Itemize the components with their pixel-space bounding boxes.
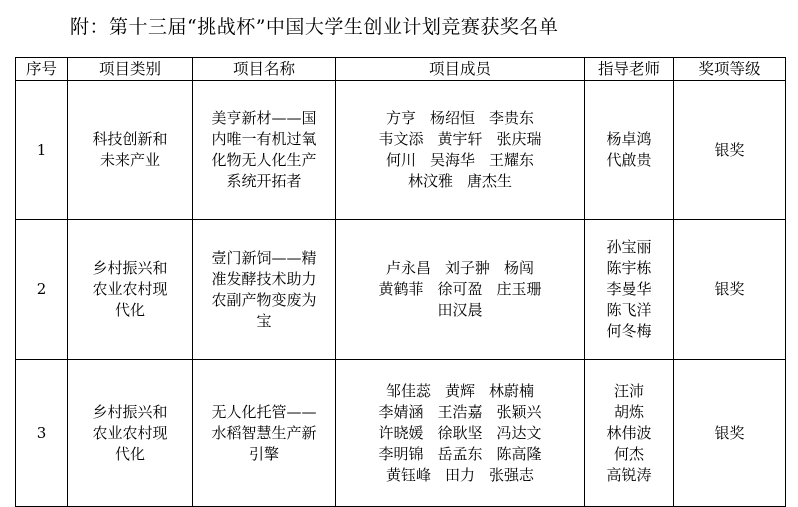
member-name: 黄宇轩 <box>437 130 483 148</box>
member-name: 张颖兴 <box>496 402 542 421</box>
member-name: 冯达文 <box>496 423 542 442</box>
header-no: 序号 <box>16 58 68 81</box>
header-category: 项目类别 <box>68 58 193 81</box>
project-name-line: 内唯一有机过氧 <box>211 130 317 148</box>
project-name-line: 系统开拓者 <box>226 172 302 190</box>
advisor-name: 杨卓鸿 <box>606 130 652 148</box>
members-line <box>371 171 548 192</box>
category-line: 代化 <box>114 444 145 463</box>
members-line <box>371 444 548 465</box>
member-name: 张庆瑞 <box>496 130 542 148</box>
project-name-line: 宝 <box>256 311 272 330</box>
member-name: 林汶雅 <box>407 172 453 190</box>
advisor-name: 代啟贵 <box>606 151 652 169</box>
project-members <box>336 220 585 360</box>
member-name: 田汉晨 <box>437 301 483 319</box>
member-name: 吴海华 <box>429 151 475 169</box>
member-name: 田力 <box>444 465 475 484</box>
category-line: 乡村振兴和 <box>92 402 168 421</box>
project-members <box>336 81 585 220</box>
category-line: 代化 <box>114 301 145 319</box>
members-line <box>371 381 548 402</box>
member-name: 刘子翀 <box>444 259 490 277</box>
advisor-name: 何冬梅 <box>606 322 652 340</box>
award-level: 银奖 <box>674 81 786 220</box>
member-name: 王浩嘉 <box>437 402 483 421</box>
category-line: 乡村振兴和 <box>92 259 168 277</box>
advisor-name: 陈宇栋 <box>606 259 652 277</box>
members-line <box>371 108 548 129</box>
project-name-line: 化物无人化生产 <box>211 151 317 169</box>
table-row <box>16 360 786 507</box>
project-name-line: 壹门新饲——精 <box>211 248 317 267</box>
member-name: 黄鹤菲 <box>378 280 424 298</box>
category-line: 科技创新和 <box>92 130 168 148</box>
project-name <box>193 360 336 507</box>
member-name: 张强志 <box>489 465 535 484</box>
project-name-line: 美亨新材——国 <box>211 109 317 127</box>
award-level: 银奖 <box>674 220 786 360</box>
award-level: 银奖 <box>674 360 786 507</box>
project-name-line: 农副产物变废为 <box>211 290 317 309</box>
table-row <box>16 81 786 220</box>
member-name: 李婧涵 <box>378 402 424 421</box>
member-name: 李贵东 <box>489 109 535 127</box>
header-project-name: 项目名称 <box>193 58 336 81</box>
project-name-line: 无人化托管—— <box>211 402 317 421</box>
members-line <box>371 258 548 279</box>
project-category <box>68 220 193 360</box>
page-title: 附：第十三届“挑战杯”中国大学生创业计划竞赛获奖名单 <box>70 16 559 38</box>
member-name: 卢永昌 <box>385 259 431 277</box>
member-name: 杨绍恒 <box>429 109 475 127</box>
header-advisors: 指导老师 <box>585 58 674 81</box>
member-name: 李明锦 <box>378 444 424 463</box>
member-name: 韦文添 <box>378 130 424 148</box>
project-name-line: 准发酵技术助力 <box>211 269 317 288</box>
member-name: 何川 <box>385 151 416 169</box>
members-line <box>371 150 548 171</box>
table-row <box>16 220 786 360</box>
project-name <box>193 220 336 360</box>
advisor-name: 胡炼 <box>613 402 644 421</box>
member-name: 林蔚楠 <box>489 381 535 400</box>
member-name: 庄玉珊 <box>496 280 542 298</box>
members-line <box>371 129 548 150</box>
header-members: 项目成员 <box>336 58 585 81</box>
project-name <box>193 81 336 220</box>
category-line: 农业农村现 <box>92 423 168 442</box>
member-name: 黄辉 <box>444 381 475 400</box>
members-line <box>371 423 548 444</box>
advisor-name: 李曼华 <box>606 280 652 298</box>
member-name: 岳孟东 <box>437 444 483 463</box>
project-category <box>68 81 193 220</box>
advisor-name: 林伟波 <box>606 423 652 442</box>
table-header-row <box>16 58 786 81</box>
member-name: 许晓媛 <box>378 423 424 442</box>
awards-table <box>15 57 786 507</box>
member-name: 邹佳蕊 <box>385 381 431 400</box>
category-line: 农业农村现 <box>92 280 168 298</box>
advisors <box>585 360 674 507</box>
row-number: 1 <box>16 81 68 220</box>
project-name-line: 引擎 <box>248 444 279 463</box>
project-name-line: 水稻智慧生产新 <box>211 423 317 442</box>
member-name: 黄钰峰 <box>385 465 431 484</box>
advisors <box>585 220 674 360</box>
member-name: 徐耿坚 <box>437 423 483 442</box>
header-award-level: 奖项等级 <box>674 58 786 81</box>
member-name: 方亨 <box>385 109 416 127</box>
row-number: 3 <box>16 360 68 507</box>
member-name: 王耀东 <box>489 151 535 169</box>
advisor-name: 汪沛 <box>613 381 644 400</box>
advisor-name: 高锐涛 <box>606 465 652 484</box>
members-line <box>371 300 548 321</box>
member-name: 陈高隆 <box>496 444 542 463</box>
advisor-name: 孙宝丽 <box>606 238 652 256</box>
members-line <box>371 402 548 423</box>
advisor-name: 陈飞洋 <box>606 301 652 319</box>
member-name: 唐杰生 <box>466 172 512 190</box>
project-category <box>68 360 193 507</box>
advisors <box>585 81 674 220</box>
advisor-name: 何杰 <box>613 444 644 463</box>
project-members <box>336 360 585 507</box>
row-number: 2 <box>16 220 68 360</box>
member-name: 杨闯 <box>504 259 535 277</box>
category-line: 未来产业 <box>99 151 160 169</box>
members-line <box>371 465 548 486</box>
member-name: 徐可盈 <box>437 280 483 298</box>
members-line <box>371 279 548 300</box>
